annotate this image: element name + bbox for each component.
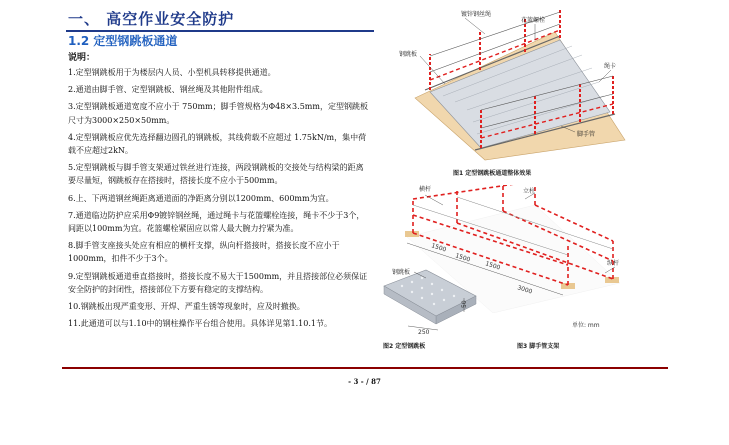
note-item: 8.脚手管支座接头处应有相应的横杆支撑，纵向杆搭接时，搭接长度不应小于1000mm，扣件不少于3个。: [68, 241, 340, 264]
fig3-base-pad: [405, 231, 419, 237]
notes-list: [68, 66, 370, 334]
fig3-caption: 图3 脚手管支架: [517, 343, 560, 350]
fig2-dim-height: 50: [461, 300, 468, 308]
note-item: 6.上、下两道钢丝绳距离通道面的净距离分别以1200mm、600mm为宜。: [68, 193, 334, 203]
note-item: 11.此通道可以与1.10中的钢柱操作平台组合使用。具体详见第1.10.1节。: [68, 319, 332, 329]
note-item: 2.通道由脚手管、定型钢跳板、钢丝绳及其他附件组成。: [68, 85, 268, 95]
note-item: 3.定型钢跳板通道宽度不应小于 750mm；脚手管规格为Φ48×3.5mm，定型钢跳板尺寸为3000×250×50mm。: [68, 102, 368, 125]
fig2-plank-illustration: [378, 268, 488, 336]
note-item: 10.钢跳板出现严重变形、开焊、严重生锈等现象时，应及时撤换。: [68, 302, 305, 312]
fig1-label-turnbuckle: 花篮螺栓: [521, 17, 546, 24]
fig3-dim: 1500: [430, 242, 448, 254]
fig1-label-clamp: 绳卡: [604, 63, 617, 70]
fig1-label-tube: 脚手管: [577, 131, 596, 138]
note-item: 7.通道临边防护应采用Φ9镀锌钢丝绳，通过绳卡与花篮螺栓连接，绳卡不少于3个，间距以100mm为宜。花篮螺栓紧固应以常人最大腕力拧紧为准。: [68, 210, 365, 234]
page-title: 一、 高空作业安全防护: [68, 10, 235, 28]
fig3-label-post: 立柱: [523, 188, 536, 195]
section-title: 1.2 定型钢跳板通道: [68, 34, 178, 48]
fig3-dim: 1500: [484, 260, 502, 272]
note-item: 9.定型钢跳板通道垂直搭接时，搭接长度不易大于1500mm，并且搭接部位必须保证安全防护的封闭性，搭接部位下方要有稳定的支撑结构。: [68, 271, 368, 294]
fig3-label-crossbar: 横杆: [419, 186, 432, 193]
fig2-caption: 图2 定型钢跳板: [383, 343, 426, 350]
fig1-walkway-illustration: [385, 10, 640, 162]
fig3-label-longitudinal: 纵杆: [607, 260, 620, 267]
note-item: 5.定型钢跳板与脚手管支架通过铁丝进行连接，两段钢跳板的交接处与结构梁的距离要尽量短，钢跳板存在搭接时，搭接长度不应小于500mm。: [68, 163, 364, 186]
fig1-label-wire: 镀锌钢丝绳: [461, 11, 492, 18]
notes-label: 说明：: [68, 53, 96, 63]
footer-rule: [62, 367, 668, 369]
fig3-unit: 单位: mm: [572, 322, 600, 329]
fig2-label-board: 钢跳板: [392, 269, 411, 276]
fig3-dim: 1500: [454, 252, 472, 264]
note-item: 4.定型钢跳板应优先选择翻边圆孔的钢跳板，其线荷载不应超过 1.75kN/m，集中荷载不应超过2kN。: [68, 132, 367, 156]
fig1-label-board: 钢跳板: [399, 51, 418, 58]
fig3-dim: 3000: [516, 284, 534, 296]
note-item: 1.定型钢跳板用于为楼层内人员、小型机具转移提供通道。: [68, 68, 276, 77]
fig1-caption: 图1 定型钢跳板通道整体效果: [453, 170, 532, 177]
fig2-dim-width: 250: [418, 329, 430, 336]
page-number: - 3 - / 87: [348, 377, 381, 386]
